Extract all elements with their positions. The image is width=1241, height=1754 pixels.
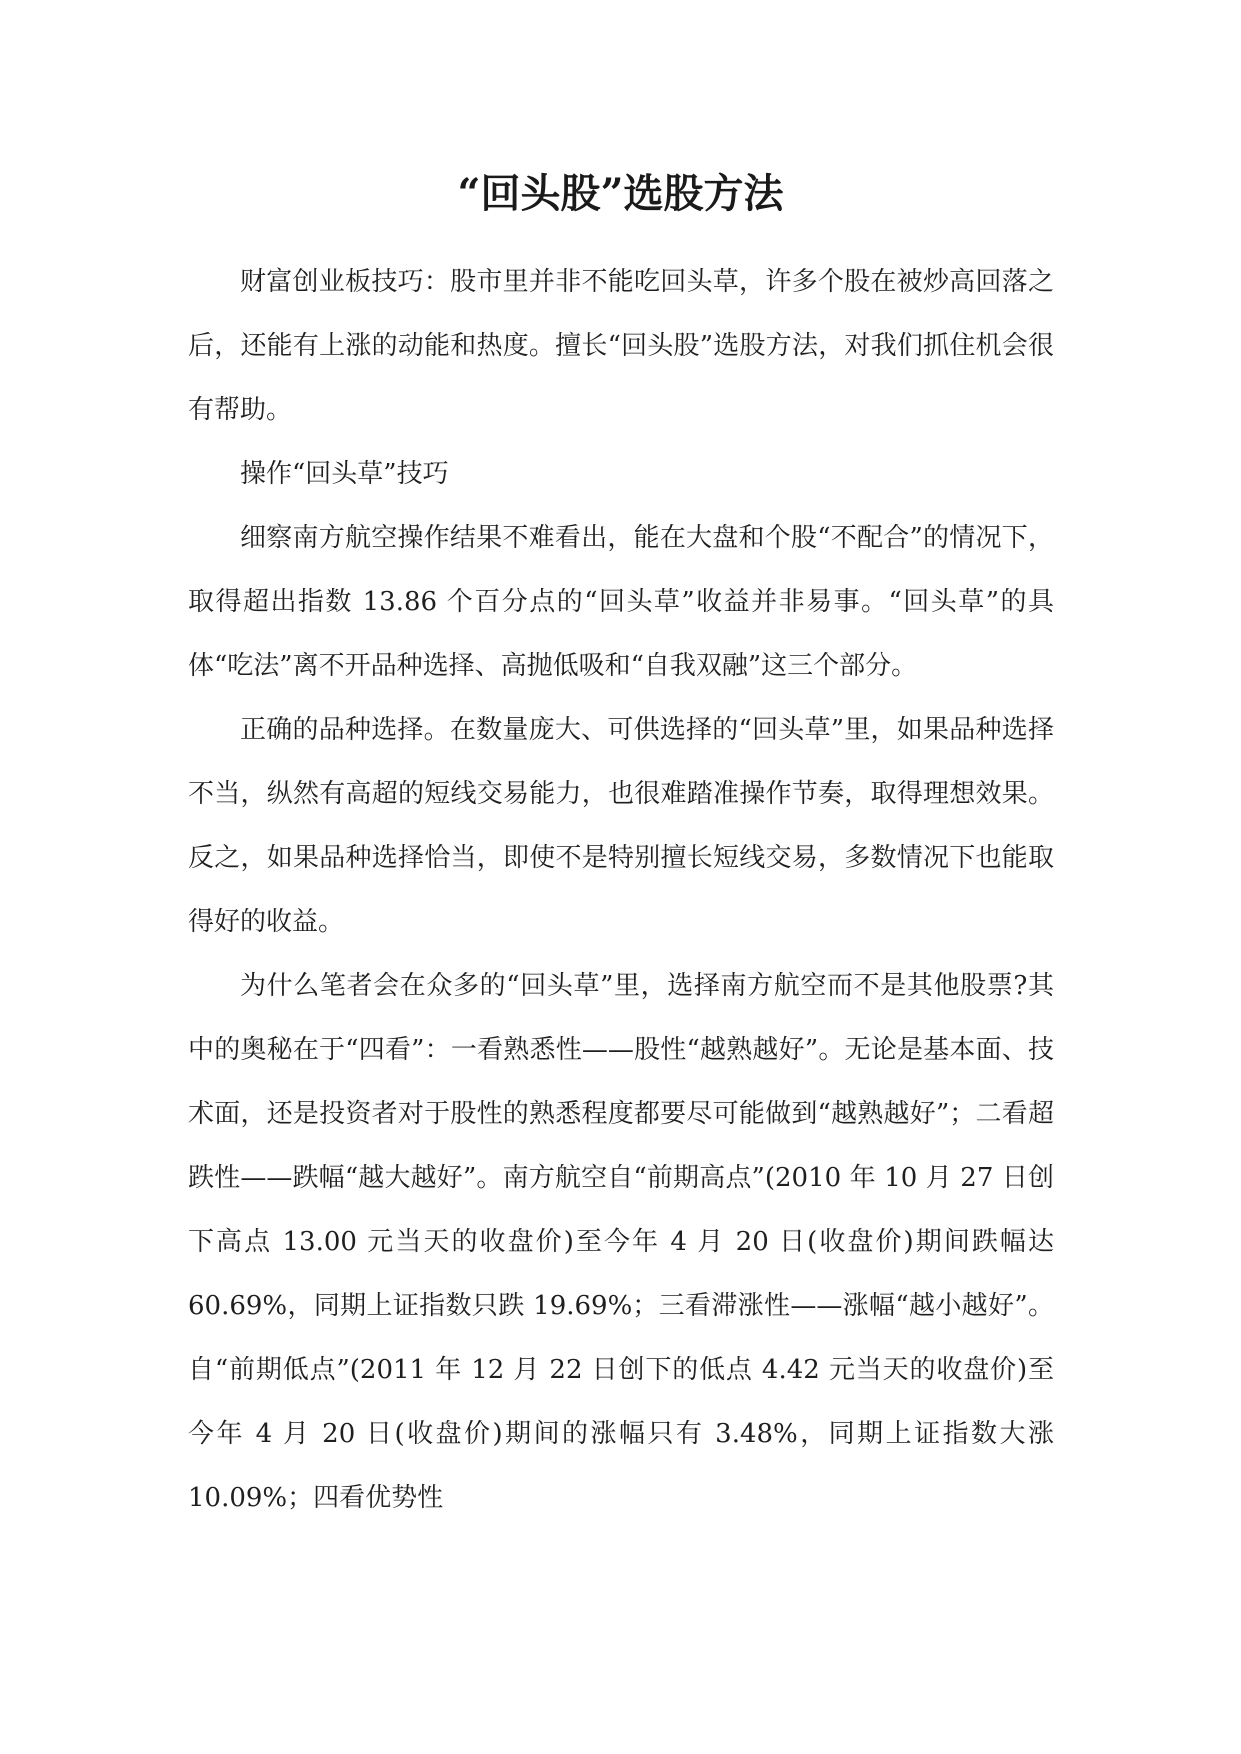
paragraph-case-study: 细察南方航空操作结果不难看出，能在大盘和个股“不配合”的情况下，取得超出指数 13.86 个百分点的“回头草”收益并非易事。“回头草”的具体“吃法”离不开品种选择、高抛低吸和“自我双融”这三个部分。	[188, 523, 1054, 681]
paragraph-four-looks: 为什么笔者会在众多的“回头草”里，选择南方航空而不是其他股票?其中的奥秘在于“四看”：一看熟悉性——股性“越熟越好”。无论是基本面、技术面，还是投资者对于股性的熟悉程度都要尽可能做到“越熟越好”；二看超跌性——跌幅“越大越好”。南方航空自“前期高点”(2010 年 10 月 27 日创下高点 13.00 元当天的收盘价)至今年 4 月 20 日(收盘价)期间跌幅达 60.69%，同期上证指数只跌 19.69%；三看滞涨性——涨幅“越小越好”。自“前期低点”(2011 年 12 月 22 日创下的低点 4.42 元当天的收盘价)至今年 4 月 20 日(收盘价)期间的涨幅只有 3.48%，同期上证指数大涨 10.09%；四看优势性	[188, 971, 1054, 1513]
document-title: “回头股”选股方法	[457, 170, 784, 217]
document-body	[188, 250, 1054, 1530]
paragraph-intro: 财富创业板技巧：股市里并非不能吃回头草，许多个股在被炒高回落之后，还能有上涨的动能和热度。擅长“回头股”选股方法，对我们抓住机会很有帮助。	[188, 267, 1054, 425]
paragraph-variety-selection: 正确的品种选择。在数量庞大、可供选择的“回头草”里，如果品种选择不当，纵然有高超的短线交易能力，也很难踏准操作节奏，取得理想效果。反之，如果品种选择恰当，即使不是特别擅长短线交易，多数情况下也能取得好的收益。	[188, 715, 1054, 937]
paragraph-subheading: 操作“回头草”技巧	[240, 459, 449, 489]
